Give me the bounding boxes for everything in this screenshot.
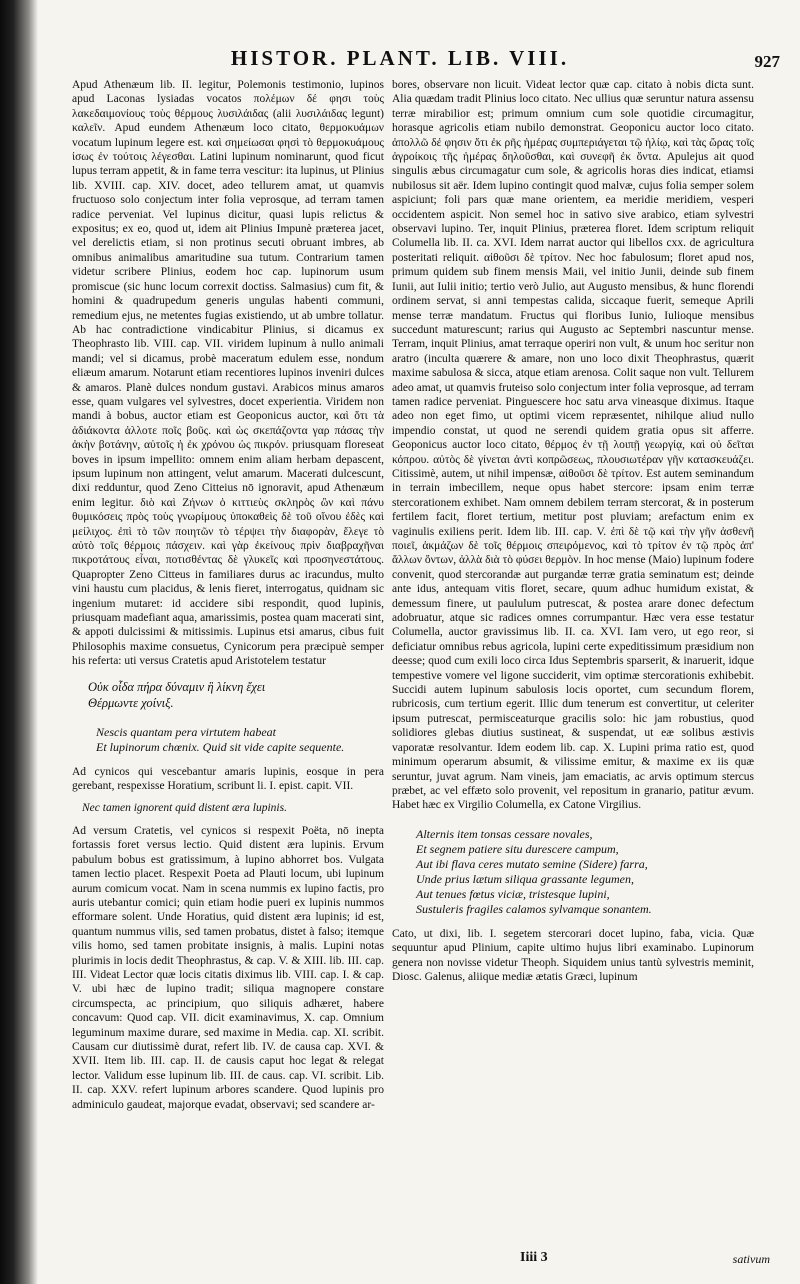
greek-verse [88,679,384,711]
verse-line: Alternis item tonsas cessare novales, [416,826,593,841]
horace-quote: Nec tamen ignorent quid distent æra lupinis. [82,802,287,815]
latin-verse [96,725,384,755]
catchword: sativum [732,1252,770,1266]
signature-mark: Iiii 3 [520,1250,548,1265]
latin-verse-line: Nescis quantam pera virtutem habeat [96,724,276,739]
verse-line: Aut tenues fœtus viciæ, tristesque lupini, [416,886,610,901]
latin-verse-line: Et lupinorum chœnix. Quid sit vide capite sequente. [96,739,345,754]
greek-verse-line: Θέρμωντε χοίνιξ. [88,695,174,710]
left-column [72,78,384,1116]
right-paragraph-1: bores, observare non licuit. Videat lector quæ cap. citato à nobis dicta sunt. Alia quædam tradit Plinius loco citato. Nec ullius quæ seruntur natura assensu terræ mirabilior est; primum omnium cum sole quotidie circumagitur, horasque agricolis etiam nubilo demonstrat. Geoponicu auctor loco citato. ἀπολλῶ δέ φησιν ὅτι ἐκ ρῆς ἡμέρας συμπεριάγεται τῷ ἡλίῳ, καὶ τὰς ὥρας τοῖς ἀγροίκοις τῆς ἡμέρας δηλοῦσθαι, καὶ συνεφῆ ἐκ ὄντα. Apulejus ait quod singulis æbus circumagatur cum sole, & agricolis horas dies indicat, etiamsi nubilosus sit aër. Idem lupino contingit quod malvæ, cujus folia semper solem aspiciunt; foli pars quæ mane orientem, ea meridie meridiem, vesperi occidentem aspicit. Non semel hoc in sativo sive arabico, etiam sylvestri observavi lupino. Ter, inquit Plinius, præterea floret. Idem scriptum reliquit Columella lib. II. ca. XVI. Idem narrat auctor qui libellos cxx. de agricultura posteritati reliquit. αἰθοῦσι δὲ τρίτον. Nec hoc fabulosum; floret apud nos, primum quidem sub finem mensis Maii, vel initio Junii, deinde sub finem Iunii, aut Iulii initio; tertio verò Julio, aut Augusto mensibus, & hunc florendi ordinem servat, si anni tempestas calida, siccaque fuerit, semeque Aprili mense terræ mandatum. Fructus qui floribus Iunio, Iulioque mensibus succedunt maturescunt; rarius qui Augusto ac Septembri nascuntur mense. Terram, inquit Plinius, amat terraque operiri non vult, & unum hoc seritur non aratro (inculta quærere & amare, non uno loco dixit Theophrastus, quærit maxime sabulosa & sicca, atque etiam arenosa. Colit saque non vult. Tellurem adeo amat, ut quamvis fruteiso solo conjectum inter folia veprosque, ad terram tamen radice perveniat. Pinguescere hoc satu arva vineasque diximus. Itaque adeo non eget fimo, ut optimi vicem repræsentet, nihilque aliud nullo impendio constat, ut quod ne serendi quidem gratia opus sit afferre. Geoponicus auctor loco citato, θέρμος ἐν τῇ λοιπῇ γεωργίᾳ, καὶ οὐ δεῖται κόπρου. αὐτὸς δὲ γίνεται ἀντὶ κοπρῶσεως, πλουσιωτέραν γῆν κατασκευάζει. Citissimè, autem, ut nihil impensæ, αἰθοῦσι δὲ τρίτον. Est autem seminandum in terrain imbecillem, neque opus habet stercore: ipsam enim terræ stercorationem exhibet. Nam omnem debilem terram stercorat, & in posterum fertilem facit, floret tertium, metitur post pluviam; arefactum enim ex vaginulis exiliens perit. Idem lib. III. cap. V. ἐπὶ δὲ τῷ καὶ τὴν γῆν ἀσθενῆ ποιεῖ, ἀκμάζων δὲ τοῖς θέρμοις σπειρόμενος, καὶ τὸ τρίτον ἐν τῷ πρὸς ἀπ' ἄλλων ὄντων, ἀλλὰ διὰ τὸ φύσει θερμὸν. In hoc mense (Maio) lupinum fodere convenit, quod stercorandæ aut purgandæ terræ gratia seminatum est; deinde ante idus, antequam vitis floret, secare, quum adhuc humidum existat, & demessum finere, ut paululum putrescat, & postea arare donec defectum adobruatur, atque sic radices omnes corrumpantur. Hæc vera esse testatur Columella, auctor gravissimus lib. II. ca. XVI. Iam vero, ut ego reor, si deficiatur omnibus rebus agricola, lupini certe expeditissimum præsidium non deesse; quod cum exili loco circa Idus Septembris sparserit, & inaruerit, idque tempestive vomere vel ligone succiderit, vim optimæ stercorationis exhibebit. Succidi autem lupinum sabulosis locis oportet, cum secundum florem, rubricosis, cum tertium egerit. Illic dum tenerum est convertitur, ut celeriter ipsum putrescat, permisceaturque gracilis solo: hic jam robustius, quod solidiores glebas diutius sustineat, & suspendat, ut eæ solibus æstivis vaporatæ resolvantur. Idem eodem lib. cap. X. Lupini prima ratio est, quod minimum operarum absumit, & vilissime emitur, & maxime ex iis quæ seruntur, juvat agrum. Nam vineis, jam emaciatis, ac arvis optimum stercus præbet, ac vel effæto solo provenit, vel repositum in granario, patitur ævum. Habet hæc ex Virgilio Columella, ex Catone Virgilius. [392,79,754,812]
virgil-verse [416,827,754,917]
verse-line: Et segnem patiere situ durescere campum, [416,841,619,856]
right-column [392,78,754,988]
page-number: 927 [754,52,780,71]
left-paragraph-3: Ad versum Cratetis, vel cynicos si respexit Poëta, nō inepta fortassis foret versus lectio. Quid distent æra lupinis. Ervum pabulum bobus est gratissimum, à lupino abhorret bos. Vulgata tamen lectio placet. Respexit Poeta ad Plauti locum, ubi lupinum aurum comicum vocat. Nam in scena nummis ex lupino factis, pro auris utebantur comici; quin etiam hodie pueri ex lupinis nummos efformare solent. Unde Horatius, quid distent æra lupinis; id est, quantum nummus vilis, sed tamen probatus, distet à falso; itemque vilis homo, sed tamen probitate insignis, à malis. Lupini notas plurimis in locis dedit Theophrastus, & cap. V. & XIII. lib. III. cap. III. Videat Lector quæ locis citatis diximus lib. VIII. cap. I. & cap. V. ubi hæc de lupino tradit; siliqua magnopere constare circumspecta, ac principium, quo siliquis adhæret, habere concavum: Quod cap. VII. dicit examinavimus, X. cap. Omnium leguminum maxime durare, sed maxime in Media. cap. XI. scribit. Causam cur diutissimè durat, refert lib. IV. de causa cap. XVI. & XVII. Item lib. III. cap. II. de causis caput hoc legat & relegat lector. Validum esse lupinum lib. III. de caus. cap. VI. scribit. Lib. II. cap. XXV. refert lupinum arbores scandere. Quod lupinis pro adminiculo gaudeat, majorque evadat, observavi; sed scandere ar- [72,824,384,1111]
greek-verse-line: Οὐκ οἶδα πήρα δύναμιν ἣ λίκνη ἔχει [88,679,266,694]
right-paragraph-2: Cato, ut dixi, lib. I. segetem stercorari docet lupino, faba, vicia. Quæ sequuntur apud Plinium, capite ultimo hujus libri examinabo. Lupinorum genera non novisse videtur Theoph. Siquidem unius tantù sylvestris meminit, Diosc. Galenus, aliique mediæ ætatis Græci, lupinum [392,927,754,983]
left-paragraph-1: Apud Athenæum lib. II. legitur, Polemonis testimonio, lupinos apud Laconas lysiadas vocatos πολέμων δέ φησι τοὺς λακεδαιμονίους τοὺς θέρμους λυσιλάιδας (alii λυσιλάιδας legunt) καλεῖν. Apud eundem Athenæum loco citato, θερμοκυάμων vocatum lupinum legere est. καὶ σημείωσαι φησὶ τὸ θερμοκυάμους ἰσως ἐν τούτοις λέγεσθαι. Latini lupinum nominarunt, quod ficut lupus terram appetit, & in fame terra vescitur: ita lupinus, ut Plinius lib. XVIII. cap. XIV. docet, adeo tellurem amat, ut quamvis fructuoso solo conjectum inter folia veprosque, ad terram tamen radice perveniat. Vel lupinus dicitur, quasi lupis relictus & expositus; ex eo, quod ut, idem ait Plinius Impunè præterea jacet, vel derelictis etiam, si non protinus secuti obruant imbres, ab omnibus animalibus amaritudine sua tutum. Contrarium tamen videtur scribere Plinius, eodem hoc cap. lupinorum usum promiscue (sic hunc locum correxit doctiss. Salmasius) cum fit, & homini & quadrupedum generis ungulas habenti communi, remedium ejus, ne metentes fugias existiendo, ut ab umbre tollatur. Ab hac contradictione vindicabitur Plinius, si dicamus ex Theophrasto lib. VIII. cap. VII. viridem lupinum à nullo animali mandi; vel si dicamus, probè maceratum edulem esse, nondum eliæum amarum. Notarunt etiam recentiores lupinos inveniri dulces & amaros. Planè dulces nondum gustavi. Arabicos minus amaros esse, quam vulgares vel sylvestres, docet experientia. Viridem non mandi à bobus, auctor etiam est Geoponicus auctor, καὶ ὅτι τὰ ἀδιάκοντα ἀλλοτε ποῖς βοῦς. καὶ ὡς σκεπάζοντα γαρ πάσας τὴν ἀκὴν βοτάνην, αὐτοῖς ἡ ἐκ χρόνου ὡς πικρόν. priusquam floreseat boves in ipsum impellito: omnem enim aliam herbam depascent, ipsum lupinum non attingent, velut amarum. Macerati dulcescunt, dixi redduntur, quod Zeno Citteius nō ignoravit, apud Athenæum enim legitur. διὸ καὶ Ζήνων ὁ κιττιεὺς σκληρὸς ὢν καὶ πάνυ θυμικόσεις πρὸς τοὺς γνωρίμους ὑποκαθεὶς δὲ τοῦ οἴνου ἐδὲς καὶ μείλιχος. ἐπὶ τὸ τῶν ποιητῶν τὸ τέρψει τὴν διαφορὰν, ἔλεγε τὸ αὐτὸ τοῖς θέρμοις πάσχειν. καὶ γὰρ ἐκείνους πρὶν διαβραχῆναι πικροτάτους εἶναι, ποτισθέντας δὲ γλυκεῖς καὶ προσηνεστάτους. Quapropter Zeno Citteus in familiares durus ac iracundus, multo vini haustu cum placidus, & lenis fieret, interrogatus, quidnam sic ingenium mutaret: id accidere sibi respondit, quod lupinis, priusquam madefiant aqua, amarissimis, postea quam macerati sint, & appoti dulcissimi & mitissimis. Lupinus etsi amarus, cibus fuit Philosophis maxime consuetus, Cynicorum pera præcipuè semper his referta: uti versus Cratetis apud Aristotelem testatur [72,79,384,668]
verse-line: Aut ibi flava ceres mutato semine (Sidere) farra, [416,856,648,871]
running-header: HISTOR. PLANT. LIB. VIII. [230,46,570,70]
verse-line: Sustuleris fragiles calamos sylvamque sonantem. [416,901,652,916]
left-paragraph-2: Ad cynicos qui vescebantur amaris lupinis, eosque in pera gerebant, respexisse Horatium, scribunt li. I. epist. capit. VII. [72,765,384,793]
verse-line: Unde prius lætum siliqua grassante legumen, [416,871,634,886]
book-spine-shadow [0,0,38,1284]
